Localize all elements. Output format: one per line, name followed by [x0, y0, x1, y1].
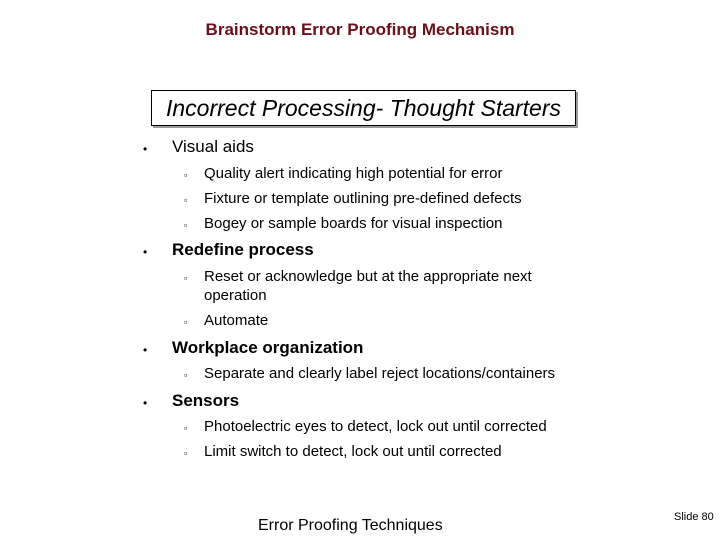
sub-bullet-marker: ▫: [184, 317, 188, 327]
section-heading-redefine-process: Redefine process: [172, 240, 314, 259]
bullet-marker: •: [143, 245, 148, 259]
footer-title: Error Proofing Techniques: [258, 517, 443, 534]
list-item: Fixture or template outlining pre-defined defects: [204, 190, 522, 207]
section-title-box: Incorrect Processing- Thought Starters: [151, 90, 576, 126]
sub-bullet-marker: ▫: [184, 273, 188, 283]
list-item: Automate: [204, 312, 269, 329]
list-item: Reset or acknowledge but at the appropriate next operation: [204, 268, 532, 304]
sub-bullet-marker: ▫: [184, 370, 188, 380]
section-heading-sensors: Sensors: [172, 391, 240, 410]
list-item: Bogey or sample boards for visual inspection: [204, 215, 503, 232]
list-item: Limit switch to detect, lock out until corrected: [204, 443, 502, 460]
list-item: Photoelectric eyes to detect, lock out until corrected: [204, 418, 547, 435]
list-item: Separate and clearly label reject locations/containers: [204, 365, 556, 382]
sub-bullet-marker: ▫: [184, 170, 188, 180]
sub-bullet-marker: ▫: [184, 220, 188, 230]
list-item: Quality alert indicating high potential for error: [204, 165, 503, 182]
sub-bullet-marker: ▫: [184, 423, 188, 433]
page-header-title: Brainstorm Error Proofing Mechanism: [205, 20, 515, 39]
sub-bullet-marker: ▫: [184, 448, 188, 458]
bullet-marker: •: [143, 396, 148, 410]
section-heading-visual-aids: Visual aids: [172, 137, 254, 156]
slide-number: Slide 80: [674, 511, 714, 523]
sub-bullet-marker: ▫: [184, 195, 188, 205]
bullet-marker: •: [143, 142, 148, 156]
section-heading-workplace-organization: Workplace organization: [172, 338, 364, 357]
bullet-marker: •: [143, 343, 148, 357]
